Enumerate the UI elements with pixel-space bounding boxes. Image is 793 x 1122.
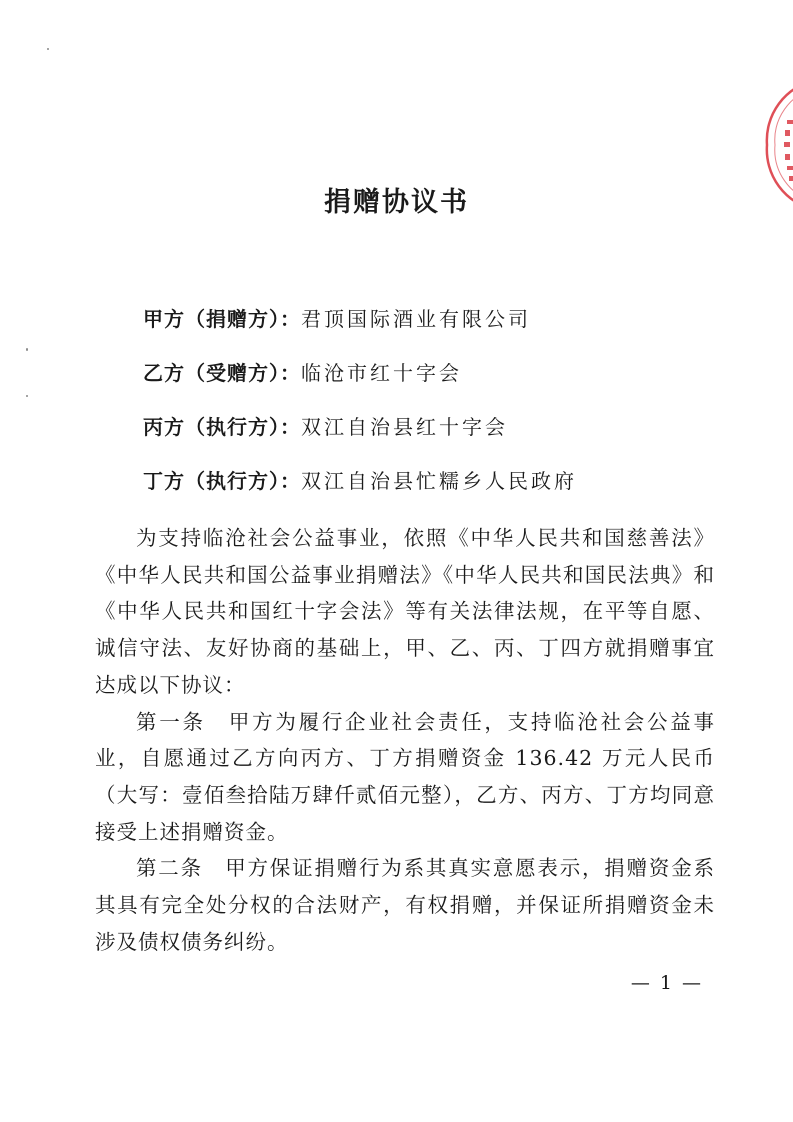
scan-speck — [26, 348, 28, 351]
party-d-label: 丁方（执行方）： — [143, 468, 301, 493]
preamble-paragraph: 为支持临沧社会公益事业，依照《中华人民共和国慈善法》《中华人民共和国公益事业捐赠法》《中华人民共和国民法典》和《中华人民共和国红十字会法》等有关法律法规，在平等自愿、诚信守法、友好协商的基础上，甲、乙、丙、丁四方就捐赠事宜达成以下协议： — [95, 526, 715, 697]
party-a — [143, 290, 703, 344]
scan-speck — [26, 395, 28, 397]
party-b — [143, 344, 703, 398]
article-2-paragraph: 第二条 甲方保证捐赠行为系其真实意愿表示，捐赠资金系其具有完全处分权的合法财产，有权捐赠，并保证所捐赠资金未涉及债权债务纠纷。 — [95, 856, 715, 954]
page-number: — 1 — — [630, 972, 703, 994]
scan-speck — [47, 48, 49, 50]
party-b-label: 乙方（受赠方）： — [143, 360, 301, 385]
party-b-value: 临沧市红十字会 — [301, 360, 462, 385]
party-c-label: 丙方（执行方）： — [143, 414, 301, 439]
party-c-value: 双江自治县红十字会 — [301, 414, 508, 439]
party-a-value: 君顶国际酒业有限公司 — [301, 306, 531, 331]
party-a-label: 甲方（捐赠方）： — [143, 306, 301, 331]
article-1-paragraph: 第一条 甲方为履行企业社会责任，支持临沧社会公益事业，自愿通过乙方向丙方、丁方捐赠资金 136.42 万元人民币（大写：壹佰叁拾陆万肆仟贰佰元整），乙方、丙方、丁方均同意接受上述捐赠资金。 — [95, 709, 715, 844]
party-list — [143, 290, 703, 506]
party-c — [143, 398, 703, 452]
agreement-body — [95, 520, 715, 960]
document-title: 捐赠协议书 — [324, 187, 469, 218]
party-d-value: 双江自治县忙糯乡人民政府 — [301, 468, 577, 493]
party-d — [143, 452, 703, 506]
